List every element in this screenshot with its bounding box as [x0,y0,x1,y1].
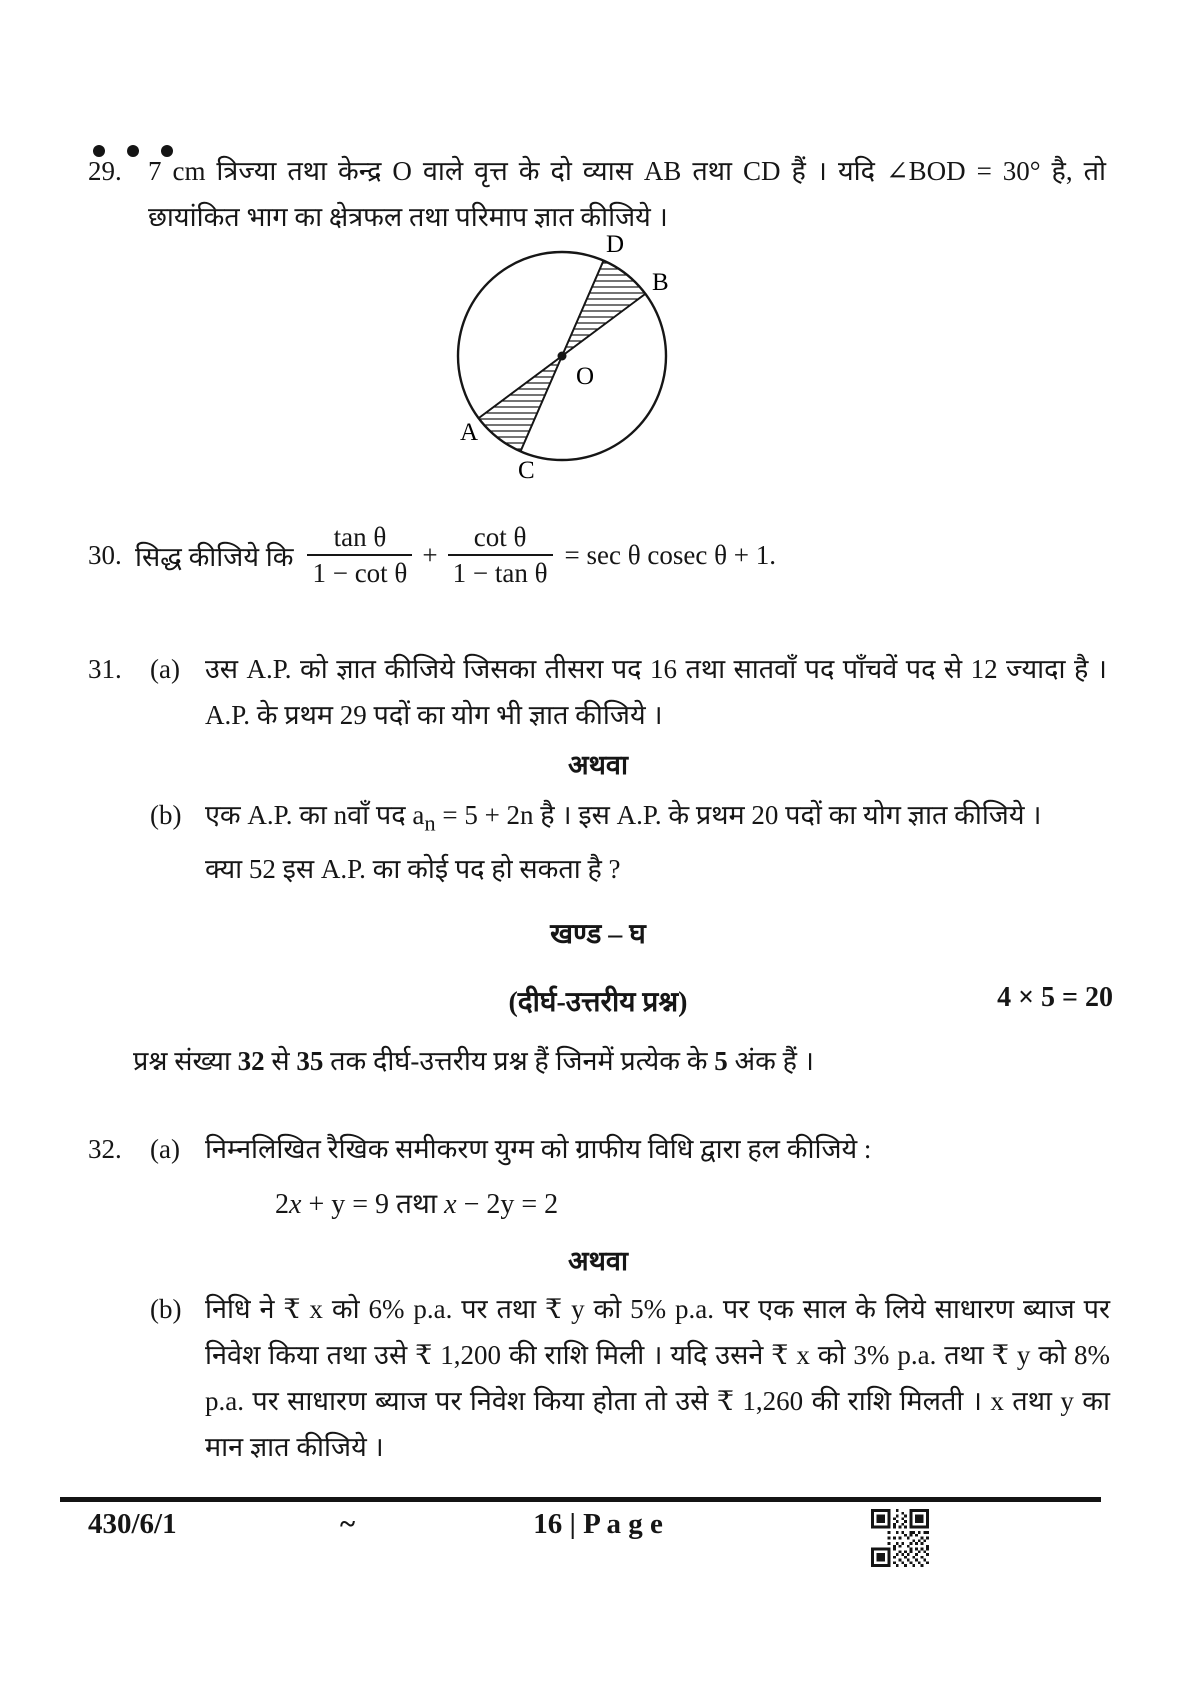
equation-variable-x: x [289,1189,302,1220]
subscript-n: n [424,810,436,836]
option-b-text-31 [205,792,1107,892]
or-separator-32: अथवा [568,1246,628,1276]
diagram-label-d: D [606,231,625,258]
page-number: 16 | P a g e [533,1508,663,1540]
plus-sign: + [422,539,438,570]
option-b-text-32: निधि ने ₹ x को 6% p.a. पर तथा ₹ y को 5% p.a. पर एक साल के लिये साधारण ब्याज पर निवेश किया तथा उसे ₹ 1,200 की राशि मिली । यदि उसने ₹ x को 3% p.a. तथा ₹ y को 8% p.a. पर साधारण ब्याज पर निवेश किया होता तो उसे ₹ 1,260 की राशि मिलती । x तथा y का मान ज्ञात कीजिये । [205,1294,1110,1462]
option-b-label-31: (b) [150,800,182,830]
question-29-number: 29. [88,156,122,186]
diagram-label-a: A [460,419,479,446]
option-b-text-31-post: = 5 + 2n है । इस A.P. के प्रथम 20 पदों का योग ज्ञात कीजिये । [435,800,1042,830]
fraction-1 [307,520,412,590]
note-part: से [264,1046,297,1076]
diagram-label-b: B [652,269,669,296]
circle-diagram [436,224,706,486]
or-separator-31: अथवा [568,750,628,780]
fraction-1-denominator: 1 − cot θ [307,554,412,590]
fraction-2 [448,520,553,590]
question-30-lead: सिद्ध कीजिये कि [135,541,294,572]
center-dot [558,352,567,361]
option-a-text-32: निम्नलिखित रैखिक समीकरण युग्म को ग्राफीय विधि द्वारा हल कीजिये : [205,1134,872,1164]
option-b-label-32: (b) [150,1294,182,1324]
option-b-text-31-line2: क्या 52 इस A.P. का कोई पद हो सकता है ? [205,854,621,885]
option-a-label-32: (a) [150,1134,180,1164]
option-a-label-31: (a) [150,654,180,684]
equation-part: − 2y = 2 [456,1189,559,1220]
note-number: 5 [714,1046,728,1076]
note-part: प्रश्न संख्या [133,1046,238,1076]
equation-part: + y = 9 तथा [301,1189,445,1220]
note-part: अंक हैं । [727,1046,814,1076]
note-number: 32 [237,1046,265,1076]
footer-rule [60,1497,1101,1502]
diagram-label-c: C [518,457,535,484]
question-30-number: 30. [88,539,122,570]
fraction-2-numerator: cot θ [473,522,527,552]
note-number: 35 [296,1046,324,1076]
question-31-number: 31. [88,654,122,684]
question-29-text: 7 cm त्रिज्या तथा केन्द्र O वाले वृत्त के दो व्यास AB तथा CD हैं । यदि ∠BOD = 30° है, तो छायांकित भाग का क्षेत्रफल तथा परिमाप ज्ञात कीजिये । [148,156,1106,232]
fraction-2-denominator: 1 − tan θ [448,554,553,590]
option-a-text-31: उस A.P. को ज्ञात कीजिये जिसका तीसरा पद 16 तथा सातवाँ पद पाँचवें पद से 12 ज्यादा है । A.P. के प्रथम 29 पदों का योग भी ज्ञात कीजिये । [205,654,1107,730]
option-b-text-31-pre: एक A.P. का nवाँ पद a [205,800,425,830]
fraction-1-numerator: tan θ [333,522,387,552]
equation-variable-x: x [444,1189,457,1220]
section-marks: 4 × 5 = 20 [997,982,1113,1013]
section-subheading: (दीर्घ-उत्तरीय प्रश्न) [508,987,688,1018]
note-part: तक दीर्घ-उत्तरीय प्रश्न हैं जिनमें प्रत्येक के [323,1046,715,1076]
section-note [133,1038,1108,1084]
qr-code [871,1509,929,1567]
equation-pair [275,1182,558,1228]
question-32-number: 32. [88,1134,122,1164]
equation-part: 2 [275,1189,289,1220]
dot-icon [127,145,139,157]
identity-rhs: = sec θ cosec θ + 1. [564,539,777,570]
section-heading: खण्ड – घ [550,919,646,950]
diagram-label-o: O [576,363,595,390]
question-30 [88,520,776,590]
tilde-mark: ~ [340,1508,356,1540]
paper-code: 430/6/1 [88,1508,177,1540]
